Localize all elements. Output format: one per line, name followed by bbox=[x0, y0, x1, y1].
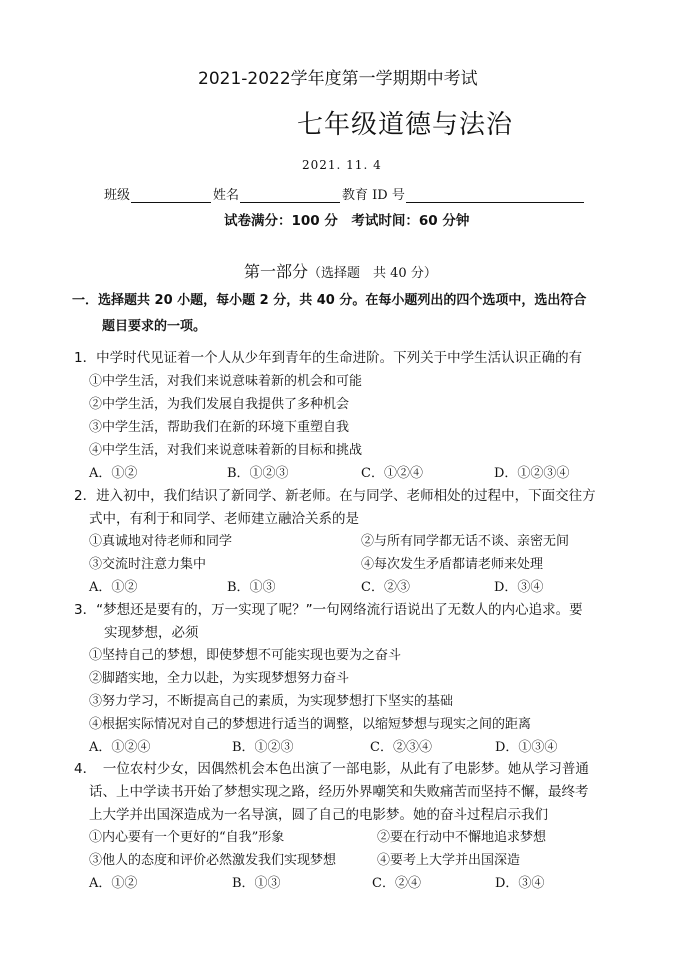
q1-option-b[interactable]: B．①②③ bbox=[227, 466, 289, 481]
q1-option-c[interactable]: C．①②④ bbox=[361, 466, 423, 481]
exam-title: 2021-2022学年度第一学期期中考试 bbox=[198, 69, 478, 89]
question-3-stem: 3．“梦想还是要有的，万一实现了呢？”一句网络流行语说出了无数人的内心追求。要 bbox=[74, 602, 583, 618]
q4-item: ②要在行动中不懈地追求梦想 bbox=[377, 830, 547, 845]
instruction-line-1: 一．选择题共 20 小题，每小题 2 分，共 40 分。在每小题列出的四个选项中，选出符合 bbox=[72, 293, 587, 308]
q2-item: ③交流时注意力集中 bbox=[89, 557, 207, 572]
question-1-stem: 1．中学时代见证着一个人从少年到青年的生命进阶。下列关于中学生活认识正确的有 bbox=[74, 350, 583, 366]
exam-date: 2021. 11. 4 bbox=[302, 158, 382, 172]
q4-option-c[interactable]: C．②④ bbox=[372, 876, 421, 891]
subject-title: 七年级道德与法治 bbox=[297, 110, 514, 140]
q3-option-c[interactable]: C．②③④ bbox=[370, 740, 432, 755]
q1-item: ①中学生活，对我们来说意味着新的机会和可能 bbox=[89, 374, 363, 389]
q3-option-a[interactable]: A．①②④ bbox=[89, 740, 151, 755]
q4-item: ①内心要有一个更好的“自我”形象 bbox=[89, 830, 285, 845]
score-time: 试卷满分：100 分 考试时间：60 分钟 bbox=[224, 213, 470, 229]
question-3-stem-cont: 实现梦想，必须 bbox=[104, 625, 199, 641]
name-label: 姓名 bbox=[213, 188, 240, 203]
q3-item: ②脚踏实地，全力以赴，为实现梦想努力奋斗 bbox=[89, 671, 350, 686]
q2-item: ④每次发生矛盾都请老师来处理 bbox=[361, 557, 544, 572]
id-label: 教育 ID 号 bbox=[342, 188, 405, 203]
q2-option-c[interactable]: C．②③ bbox=[361, 580, 410, 595]
q3-item: ①坚持自己的梦想，即使梦想不可能实现也要为之奋斗 bbox=[89, 648, 402, 663]
name-field[interactable] bbox=[240, 188, 340, 203]
part-title-main: 第一部分 bbox=[244, 262, 309, 281]
student-info-row bbox=[104, 184, 586, 203]
q1-item: ③中学生活，帮助我们在新的环境下重塑自我 bbox=[89, 420, 350, 435]
question-4-stem: 4． 一位农村少女，因偶然机会本色出演了一部电影，从此有了电影梦。她从学习普通 bbox=[74, 761, 589, 777]
question-2-stem: 2．进入初中，我们结识了新同学、新老师。在与同学、老师相处的过程中，下面交往方 bbox=[74, 488, 596, 504]
q4-item: ④要考上大学并出国深造 bbox=[377, 853, 521, 868]
q4-option-a[interactable]: A．①② bbox=[89, 876, 138, 891]
q2-option-b[interactable]: B．①③ bbox=[227, 580, 276, 595]
q2-item: ②与所有同学都无话不谈、亲密无间 bbox=[361, 534, 570, 549]
question-4-stem-cont: 话、上中学读书开始了梦想实现之路，经历外界嘲笑和失败痛苦而坚持不懈，最终考 bbox=[89, 784, 589, 800]
q1-item: ④中学生活，对我们来说意味着新的目标和挑战 bbox=[89, 443, 363, 458]
question-2-stem-cont: 式中，有利于和同学、老师建立融洽关系的是 bbox=[89, 511, 359, 527]
class-label: 班级 bbox=[104, 188, 131, 203]
q1-option-a[interactable]: A．①② bbox=[89, 466, 138, 481]
q3-item: ④根据实际情况对自己的梦想进行适当的调整，以缩短梦想与现实之间的距离 bbox=[89, 717, 532, 732]
q1-item: ②中学生活，为我们发展自我提供了多种机会 bbox=[89, 397, 350, 412]
q3-option-b[interactable]: B．①②③ bbox=[232, 740, 294, 755]
instruction-line-2: 题目要求的一项。 bbox=[102, 319, 207, 334]
q1-option-d[interactable]: D．①②③④ bbox=[494, 466, 570, 481]
q2-item: ①真诚地对待老师和同学 bbox=[89, 534, 233, 549]
q2-option-d[interactable]: D．③④ bbox=[494, 580, 544, 595]
part-title bbox=[244, 259, 437, 282]
part-title-note: （选择题 共 40 分） bbox=[308, 266, 437, 281]
q4-item: ③他人的态度和评价必然激发我们实现梦想 bbox=[89, 853, 337, 868]
q3-item: ③努力学习，不断提高自己的素质，为实现梦想打下坚实的基础 bbox=[89, 694, 454, 709]
q3-option-d[interactable]: D．①③④ bbox=[495, 740, 558, 755]
q4-option-d[interactable]: D．③④ bbox=[495, 876, 545, 891]
q2-option-a[interactable]: A．①② bbox=[89, 580, 138, 595]
q4-option-b[interactable]: B．①③ bbox=[232, 876, 281, 891]
id-field[interactable] bbox=[406, 188, 584, 203]
question-4-stem-cont: 上大学并出国深造成为一名导演，圆了自己的电影梦。她的奋斗过程启示我们 bbox=[89, 807, 548, 823]
class-field[interactable] bbox=[131, 188, 211, 203]
